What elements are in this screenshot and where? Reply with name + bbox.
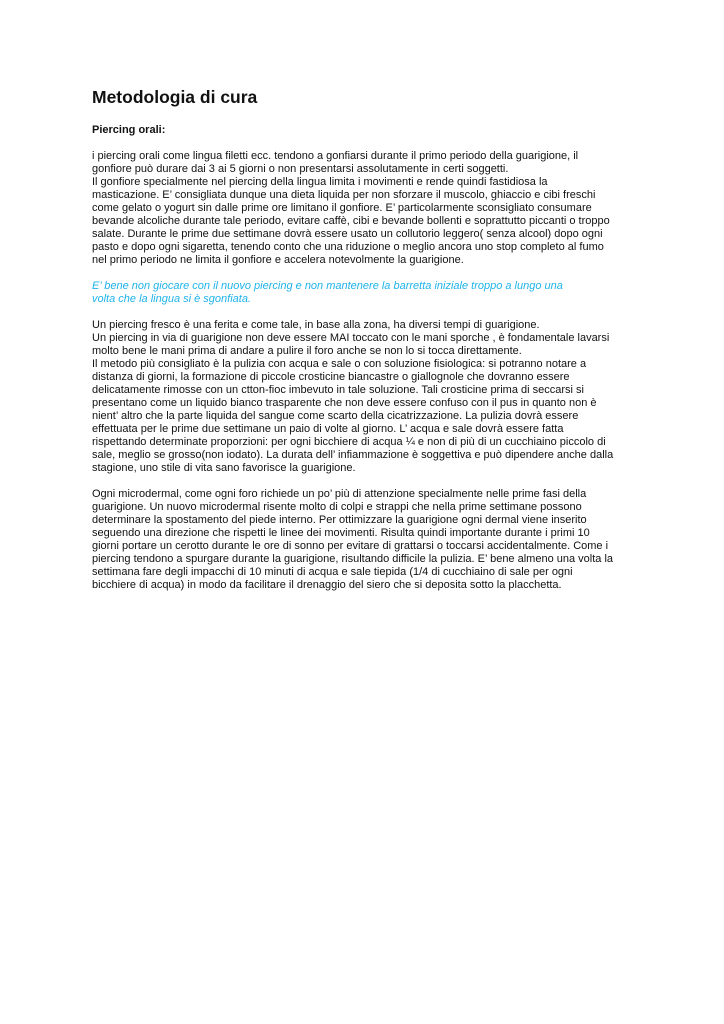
document-title: Metodologia di cura	[92, 87, 258, 107]
body-paragraph	[92, 150, 637, 267]
text-line: guarigione. Un nuovo microdermal risente molto di colpi e strappi che nella prime settimane possono	[92, 501, 582, 513]
text-line: pasto e dopo ogni sigaretta, tenendo conto che una riduzione o meglio ancora uno stop completo al fumo	[92, 241, 604, 253]
text-line: nient’ altro che la parte liquida del sangue come scarto della cicatrizzazione. La pulizia dovrà essere	[92, 410, 579, 422]
text-line: nel primo periodo ne limita il gonfiore e accelera notevolmente la guarigione.	[92, 254, 464, 266]
text-line: distanza di giorni, la formazione di piccole crosticine biancastre o giallognole che dovranno essere	[92, 371, 570, 383]
text-line: Il gonfiore specialmente nel piercing della lingua limita i movimenti e rende quindi fastidiosa la	[92, 176, 548, 188]
text-line: stagione, uno stile di vita sano favorisce la guarigione.	[92, 462, 356, 474]
text-line: come gelato o yogurt sin dalle prime ore limitano il gonfiore. E’ particolarmente sconsigliato consumare	[92, 202, 592, 214]
text-line: Ogni microdermal, come ogni foro richiede un po’ più di attenzione specialmente nelle prime fasi della	[92, 488, 587, 500]
text-line: i piercing orali come lingua filetti ecc. tendono a gonfiarsi durante il primo periodo della guarigione, il	[92, 150, 579, 162]
text-line: rispettando determinate proporzioni: per ogni bicchiere di acqua ¼ e non di più di un cucchiaino piccolo di	[92, 436, 606, 448]
note-paragraph	[92, 280, 637, 306]
body-paragraph	[92, 488, 637, 592]
section-heading: Piercing orali:	[92, 124, 166, 136]
text-line: Un piercing fresco è una ferita e come tale, in base alla zona, ha diversi tempi di guarigione.	[92, 319, 540, 331]
text-line: piercing tendono a spurgare durante la guarigione, risultando difficile la pulizia. E’ bene almeno una volta la	[92, 553, 614, 565]
text-line: salate. Durante le prime due settimane dovrà essere usato un collutorio leggero( senza alcool) dopo ogni	[92, 228, 603, 240]
text-line: effettuata per le prime due settimane un paio di volte al giorno. L’ acqua e sale dovrà essere fatta	[92, 423, 564, 435]
text-line: bicchiere di acqua) in modo da facilitare il drenaggio del siero che si deposita sotto la placchetta.	[92, 579, 562, 591]
text-line: molto bene le mani prima di andare a pulire il foro anche se non lo si tocca direttamente.	[92, 345, 522, 357]
text-line: giorni portare un cerotto durante le ore di sonno per evitare di grattarsi o toccarsi accidentalmente. Come i	[92, 540, 609, 552]
document-body	[92, 150, 637, 592]
document-page	[92, 86, 637, 605]
text-line: E’ bene non giocare con il nuovo piercing e non mantenere la barretta iniziale troppo a lungo una	[92, 280, 563, 292]
text-line: Il metodo più consigliato è la pulizia con acqua e sale o con soluzione fisiologica: si potranno notare a	[92, 358, 587, 370]
text-line: masticazione. E’ consigliata dunque una dieta liquida per non sforzare il muscolo, ghiaccio e cibi freschi	[92, 189, 596, 201]
text-line: presentano come un liquido bianco trasparente che non deve essere confuso con il pus in quanto non è	[92, 397, 597, 409]
text-line: sale, meglio se grosso(non iodato). La durata dell’ infiammazione è soggettiva e può dipendere anche dalla	[92, 449, 614, 461]
text-line: Un piercing in via di guarigione non deve essere MAI toccato con le mani sporche , è fondamentale lavarsi	[92, 332, 610, 344]
text-line: delicatamente rimosse con un ctton-fioc imbevuto in tale soluzione. Tali crosticine prima di seccarsi si	[92, 384, 584, 396]
text-line: bevande alcoliche durante tale periodo, evitare caffè, cibi e bevande bollenti e soprattutto piccanti o troppo	[92, 215, 610, 227]
text-line: volta che la lingua si è sgonfiata.	[92, 293, 251, 305]
text-line: gonfiore può durare dai 3 ai 5 giorni o non presentarsi assolutamente in certi soggetti.	[92, 163, 509, 175]
text-line: seguendo una direzione che rispetti le linee dei movimenti. Risulta quindi importante durante i primi 10	[92, 527, 590, 539]
text-line: settimana fare degli impacchi di 10 minuti di acqua e sale tiepida (1/4 di cucchiaino di sale per ogni	[92, 566, 573, 578]
text-line: determinare la spostamento del piede interno. Per ottimizzare la guarigione ogni dermal viene inserito	[92, 514, 587, 526]
body-paragraph	[92, 319, 637, 475]
